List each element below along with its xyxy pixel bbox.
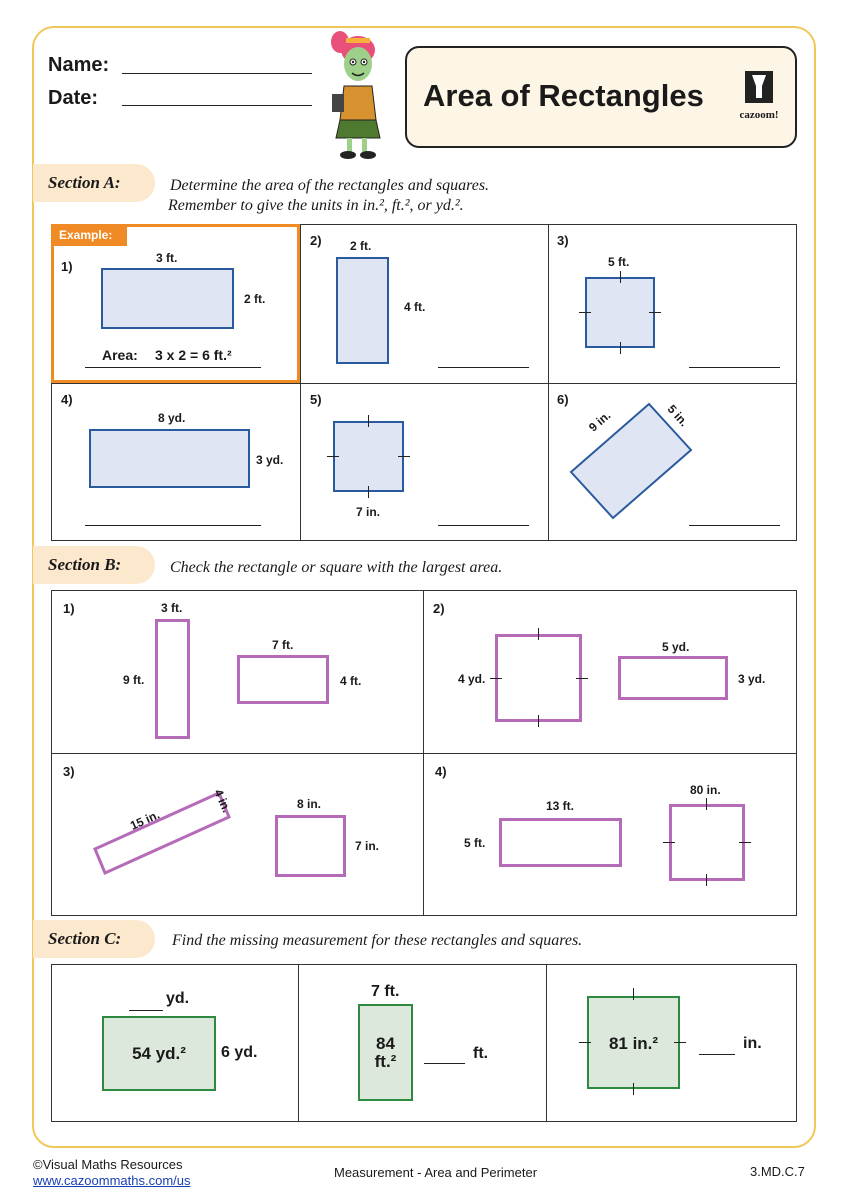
dimension-label: 5 ft. <box>608 255 630 269</box>
question-number: 6) <box>557 392 569 407</box>
square-shape <box>333 421 404 492</box>
equal-side-tick <box>620 271 621 283</box>
name-label: Name: <box>48 54 110 76</box>
question-number: 2) <box>433 601 445 616</box>
equal-side-tick <box>490 678 502 679</box>
name-line[interactable] <box>122 73 312 74</box>
area-value-line2: ft.² <box>374 1052 397 1071</box>
area-value: 54 yd.² <box>132 1044 186 1063</box>
section-a-instruction-1: Determine the area of the rectangles and squares. <box>170 177 490 194</box>
dimension-label: 80 in. <box>690 783 721 797</box>
rectangle-option-a[interactable] <box>155 619 190 739</box>
page-title: Area of Rectangles <box>423 78 704 113</box>
area-label: Area: <box>102 347 138 363</box>
dimension-label: 9 in. <box>586 408 614 435</box>
section-a-tab: Section A: <box>33 164 155 202</box>
question-number: 1) <box>63 601 75 616</box>
dimension-label: 15 in. <box>128 807 162 833</box>
girl-illustration <box>322 28 394 164</box>
standard-code: 3.MD.C.7 <box>750 1164 805 1179</box>
rectangle-option-b[interactable] <box>275 815 346 877</box>
square-shape <box>585 277 655 348</box>
dimension-label: 3 ft. <box>156 251 178 265</box>
rectangle-shape <box>101 268 234 329</box>
rectangle-option-b[interactable] <box>618 656 728 700</box>
area-value-line1: 84 <box>376 1034 395 1053</box>
answer-line[interactable] <box>689 367 780 368</box>
dimension-label: 8 in. <box>297 797 322 811</box>
equal-side-tick <box>398 456 410 457</box>
dimension-label: 3 yd. <box>738 672 766 686</box>
dimension-label: 4 yd. <box>458 672 486 686</box>
equal-side-tick <box>327 456 339 457</box>
dimension-label: 3 ft. <box>161 601 183 615</box>
date-label: Date: <box>48 87 99 109</box>
dimension-label: 9 ft. <box>123 673 145 687</box>
equal-side-tick <box>538 628 539 640</box>
grid-divider <box>51 383 797 384</box>
answer-line[interactable] <box>438 367 529 368</box>
equal-side-tick <box>663 842 675 843</box>
rectangle-shape <box>89 429 250 488</box>
dimension-label: 3 yd. <box>256 453 284 467</box>
dimension-label: 2 ft. <box>350 239 372 253</box>
equal-side-tick <box>706 798 707 810</box>
question-number: 5) <box>310 392 322 407</box>
example-area-answer: 3 x 2 = 6 ft.² <box>155 347 232 363</box>
dimension-label: 4 ft. <box>340 674 362 688</box>
equal-side-tick <box>368 415 369 427</box>
section-c-tab: Section C: <box>33 920 155 958</box>
dimension-label: 4 in. <box>211 787 234 815</box>
equal-side-tick <box>633 1083 634 1095</box>
equal-side-tick <box>633 988 634 1000</box>
equal-side-tick <box>579 312 591 313</box>
grid-divider <box>51 753 797 754</box>
dimension-label: 13 ft. <box>546 799 575 813</box>
question-number: 3) <box>557 233 569 248</box>
equal-side-tick <box>368 486 369 498</box>
dimension-label: 8 yd. <box>158 411 186 425</box>
cazoom-logo-icon <box>744 70 774 104</box>
unit-label: yd. <box>166 990 190 1007</box>
dimension-label: 6 yd. <box>221 1044 258 1061</box>
dimension-label: 5 yd. <box>662 640 690 654</box>
rectangle-option-a[interactable] <box>499 818 622 867</box>
dimension-label: 2 ft. <box>244 292 266 306</box>
question-number: 3) <box>63 764 75 779</box>
dimension-label: 7 ft. <box>371 983 400 1000</box>
answer-line[interactable] <box>699 1054 735 1055</box>
topic-text: Measurement - Area and Perimeter <box>334 1165 538 1180</box>
rectangle-shape <box>336 257 389 364</box>
date-line[interactable] <box>122 105 312 106</box>
dimension-label: 4 ft. <box>404 300 426 314</box>
equal-side-tick <box>620 342 621 354</box>
rectangle-option-b[interactable] <box>237 655 329 704</box>
question-number: 2) <box>310 233 322 248</box>
logo-text: cazoom! <box>739 109 779 121</box>
section-c-instruction: Find the missing measurement for these rectangles and squares. <box>172 932 583 949</box>
section-b-instruction: Check the rectangle or square with the largest area. <box>170 559 503 576</box>
dimension-label: 7 in. <box>356 505 381 519</box>
cazoom-logo <box>733 70 785 121</box>
dimension-label: 5 ft. <box>464 836 486 850</box>
section-b-tab: Section B: <box>33 546 155 584</box>
section-a-instruction-2: Remember to give the units in in.², ft.², or yd.². <box>168 197 464 214</box>
equal-side-tick <box>576 678 588 679</box>
answer-line[interactable] <box>424 1063 465 1064</box>
example-tag: Example: <box>51 224 127 246</box>
question-number: 4) <box>435 764 447 779</box>
question-number: 4) <box>61 392 73 407</box>
answer-line <box>85 367 261 368</box>
website-link[interactable]: www.cazoommaths.com/us <box>33 1173 191 1188</box>
dimension-label: 7 in. <box>355 839 380 853</box>
equal-side-tick <box>649 312 661 313</box>
equal-side-tick <box>706 874 707 886</box>
title-box <box>405 46 797 148</box>
square-option-a[interactable] <box>495 634 582 722</box>
unit-label: in. <box>743 1035 762 1052</box>
answer-line[interactable] <box>438 525 529 526</box>
square-option-b[interactable] <box>669 804 745 881</box>
answer-line[interactable] <box>689 525 780 526</box>
answer-line[interactable] <box>85 525 261 526</box>
answer-line[interactable] <box>129 1010 163 1011</box>
grid-divider <box>298 964 299 1122</box>
unit-label: ft. <box>473 1045 489 1062</box>
dimension-label: 5 in. <box>664 402 692 430</box>
question-number: 1) <box>61 259 73 274</box>
dimension-label: 7 ft. <box>272 638 294 652</box>
equal-side-tick <box>739 842 751 843</box>
grid-divider <box>546 964 547 1122</box>
equal-side-tick <box>538 715 539 727</box>
copyright-text: ©Visual Maths Resources <box>33 1157 183 1172</box>
area-value: 81 in.² <box>608 1034 659 1053</box>
